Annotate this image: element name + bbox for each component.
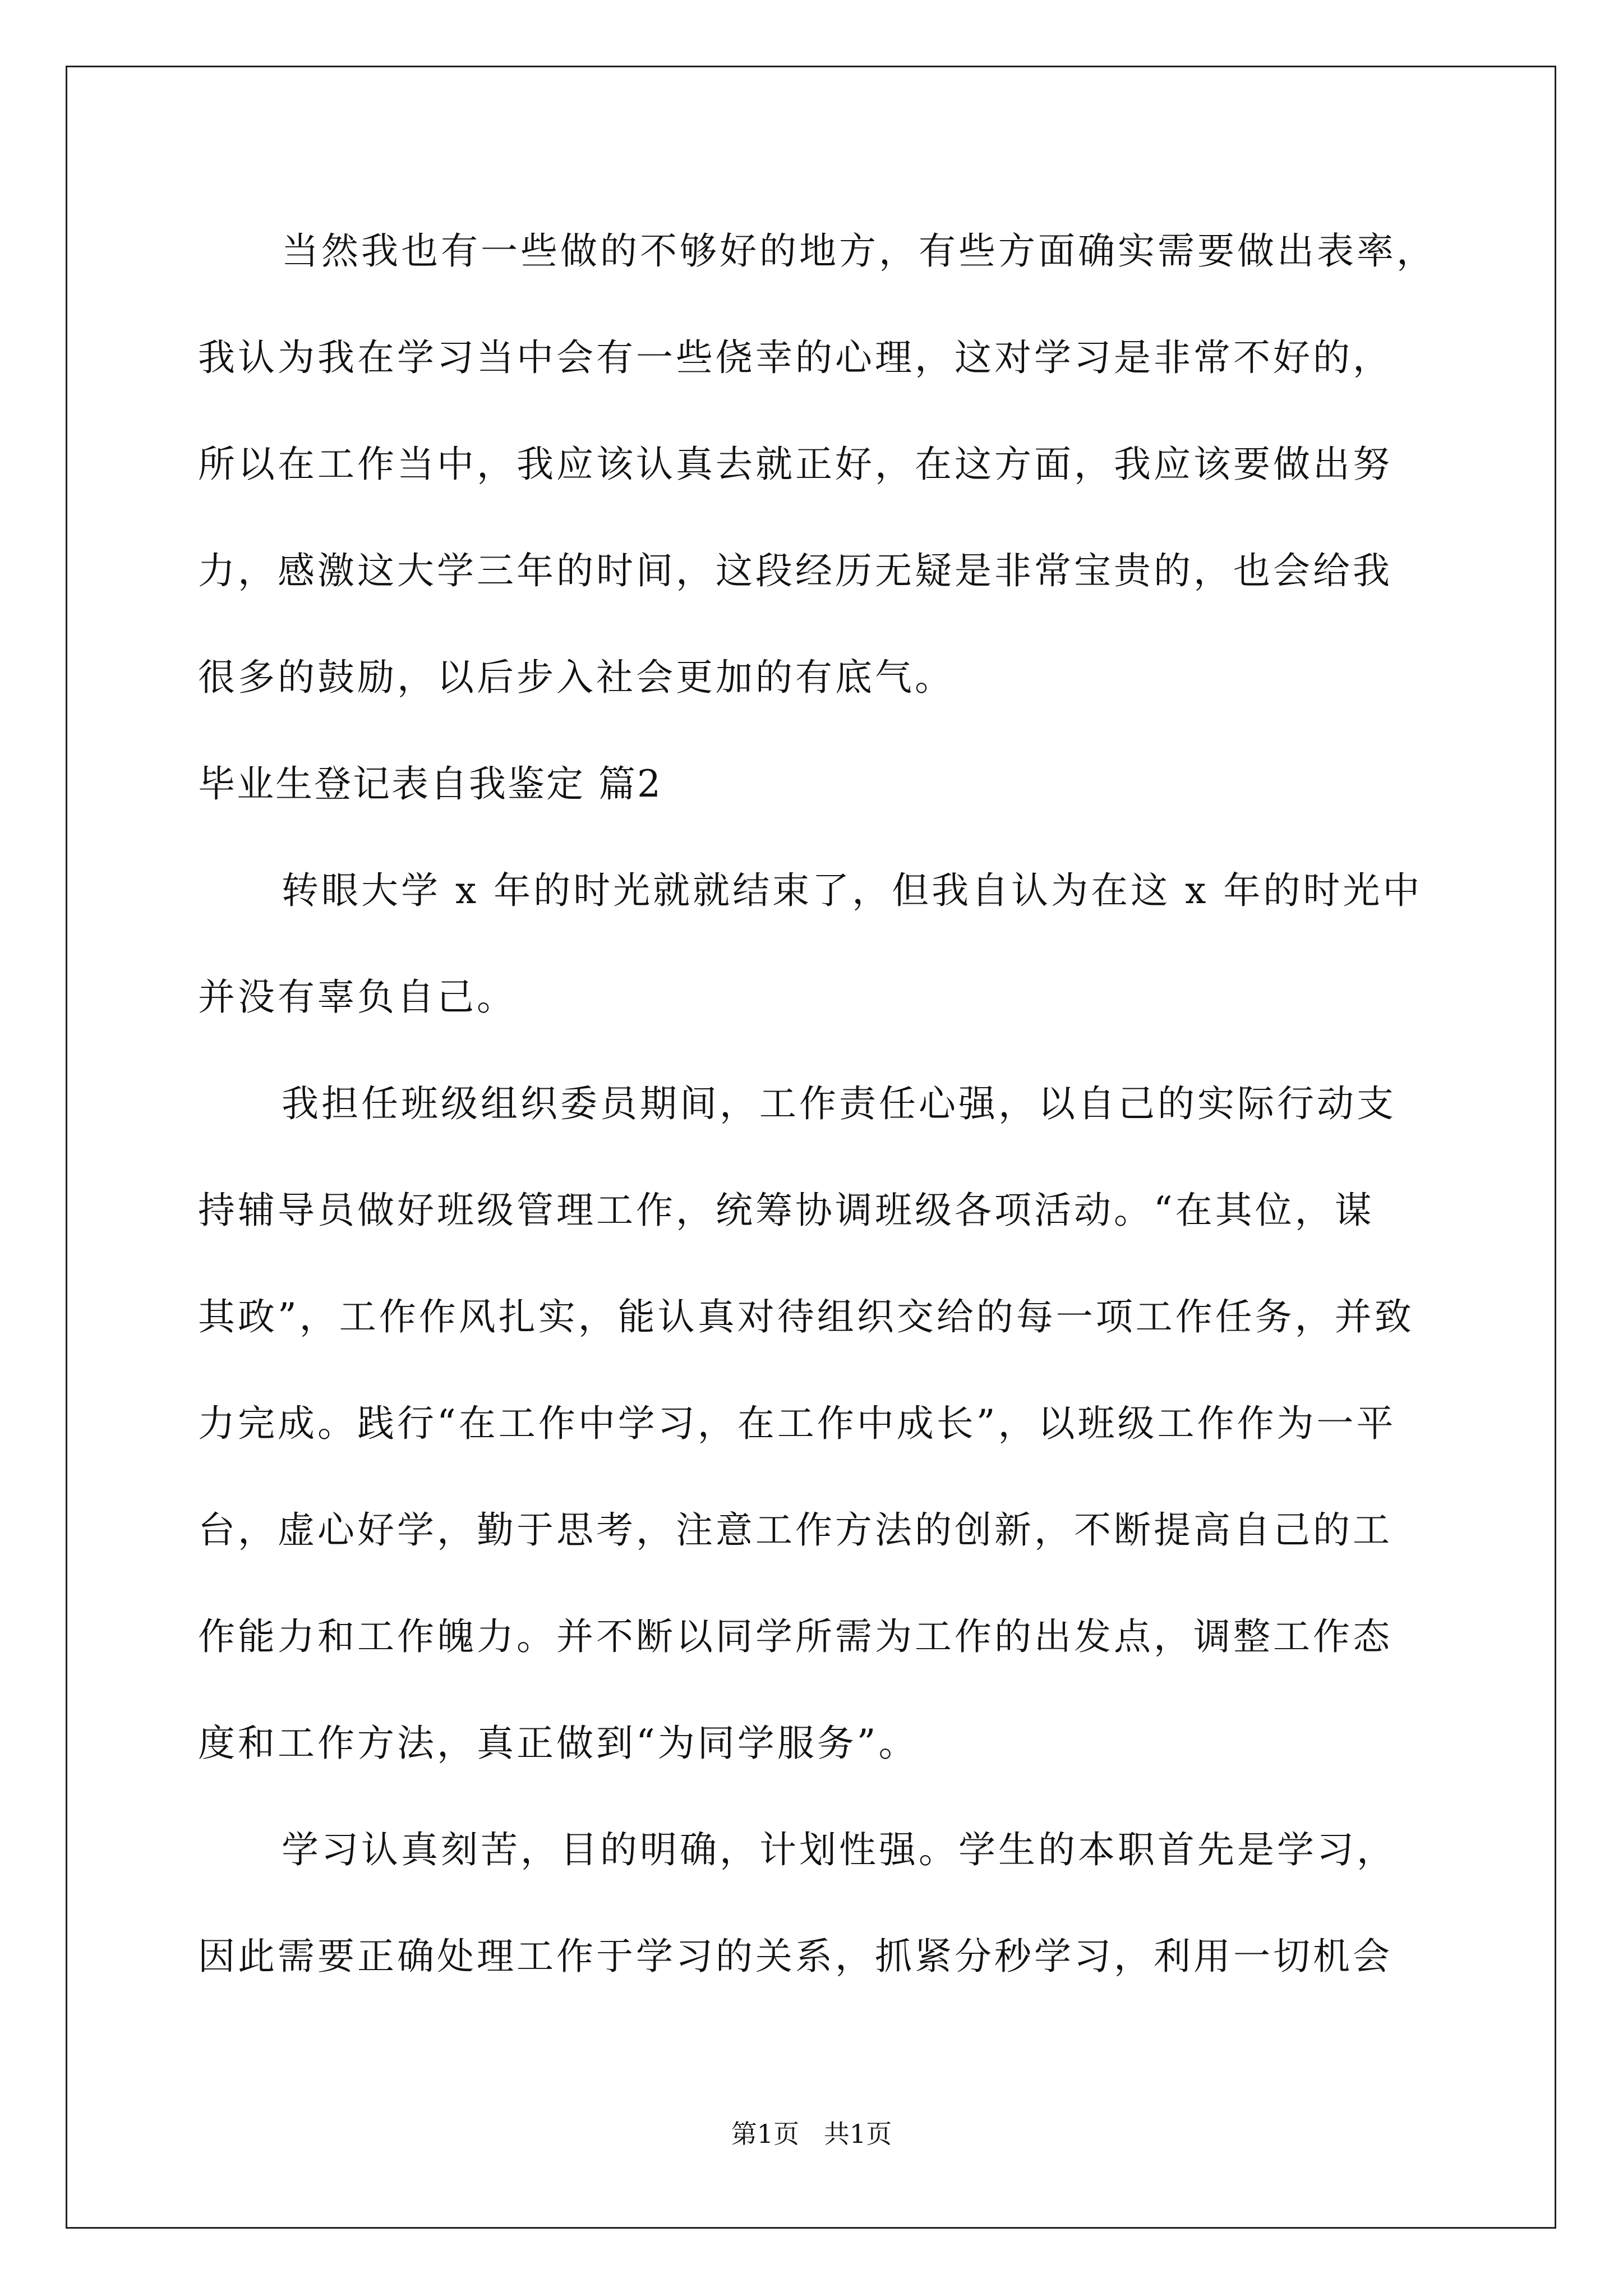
paragraph-line: 因此需要正确处理工作于学习的关系，抓紧分秒学习，利用一切机会: [198, 1935, 1393, 1978]
page-border: [66, 66, 1556, 2229]
paragraph-line: 力完成。践行“在工作中学习，在工作中成长”，以班级工作作为一平: [198, 1402, 1396, 1445]
paragraph-line: 台，虚心好学，勤于思考，注意工作方法的创新，不断提高自己的工: [198, 1508, 1393, 1552]
paragraph-line: 并没有辜负自己。: [198, 976, 517, 1019]
paragraph-line: 我担任班级组织委员期间，工作责任心强，以自己的实际行动支: [282, 1082, 1396, 1125]
paragraph-line: 学习认真刻苦，目的明确，计划性强。学生的本职首先是学习，: [282, 1828, 1396, 1871]
paragraph-line: 当然我也有一些做的不够好的地方，有些方面确实需要做出表率，: [282, 229, 1436, 273]
page-footer: 第1页 共1页: [731, 2119, 892, 2149]
paragraph-line: 我认为我在学习当中会有一些侥幸的心理，这对学习是非常不好的，: [198, 336, 1393, 379]
paragraph-line: 持辅导员做好班级管理工作，统筹协调班级各项活动。“在其位，谋: [198, 1189, 1375, 1232]
paragraph-line: 作能力和工作魄力。并不断以同学所需为工作的出发点，调整工作态: [198, 1615, 1393, 1658]
paragraph-line: 所以在工作当中，我应该认真去就正好，在这方面，我应该要做出努: [198, 443, 1393, 486]
paragraph-line: 力，感激这大学三年的时间，这段经历无疑是非常宝贵的，也会给我: [198, 549, 1393, 592]
paragraph-line: 其政”，工作作风扎实，能认真对待组织交给的每一项工作任务，并致: [198, 1295, 1414, 1338]
paragraph-line: 度和工作方法，真正做到“为同学服务”。: [198, 1722, 919, 1765]
paragraph-line: 很多的鼓励，以后步入社会更加的有底气。: [198, 656, 955, 699]
section-heading: 毕业生登记表自我鉴定 篇2: [198, 762, 662, 806]
paragraph-line: 转眼大学 x 年的时光就就结束了，但我自认为在这 x 年的时光中: [282, 869, 1423, 912]
